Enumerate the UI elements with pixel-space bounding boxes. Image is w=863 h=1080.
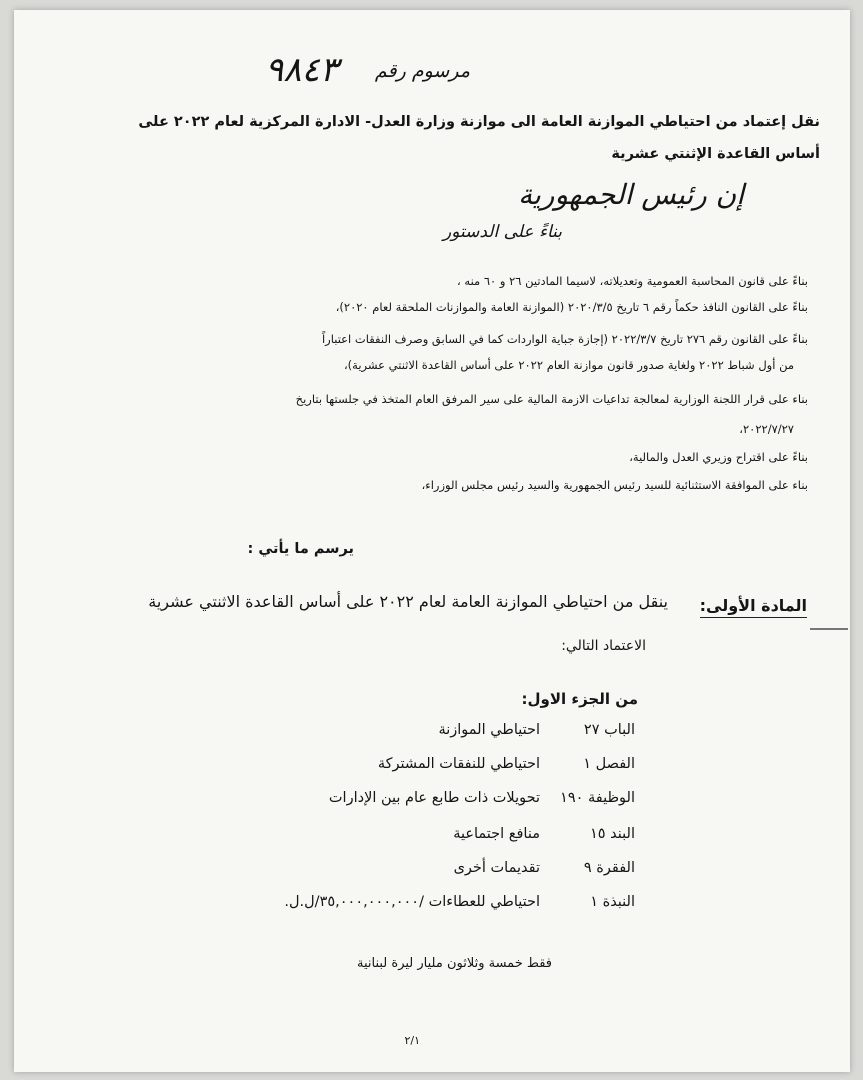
constitution-heading: بناءً على الدستور xyxy=(443,222,562,242)
recital-line: بناءً على القانون رقم ٢٧٦ تاريخ ٢٠٢٢/٣/٧ (إجازة جباية الواردات كما في السابق وصرف النفقات اعتباراً xyxy=(321,332,808,346)
decree-title-line-2: أساس القاعدة الإثنتي عشرية xyxy=(611,146,820,162)
part-heading: من الجزء الاول: xyxy=(521,690,638,708)
allocation-value-section: احتياطي للنفقات المشتركة xyxy=(377,756,540,772)
article-1-label: المادة الأولى: xyxy=(700,596,807,618)
recital-line: بناء على قرار اللجنة الوزارية لمعالجة تداعيات الازمة المالية على سير المرفق العام المتخذ في جلستها بتاريخ xyxy=(295,392,808,406)
allocation-value-paragraph: تقديمات أخرى xyxy=(453,860,540,876)
decree-label: مرسوم رقم xyxy=(374,60,470,82)
recital-line: بناءً على القانون النافذ حكماً رقم ٦ تاريخ ٢٠٢٠/٣/٥ (الموازنة العامة والموازنات الملحقة لعام ٢٠٢٠)، xyxy=(335,300,808,314)
decree-number: ٩٨٤٣ xyxy=(264,50,338,90)
recital-line: من أول شباط ٢٠٢٢ ولغاية صدور قانون موازنة العام ٢٠٢٢ على أساس القاعدة الاثنتي عشرية)، xyxy=(343,358,794,372)
recital-line: ٢٠٢٢/٧/٢٧، xyxy=(739,422,794,436)
allocation-label-paragraph: الفقرة ٩ xyxy=(583,860,635,876)
margin-line xyxy=(810,628,848,630)
allocation-value-item: منافع اجتماعية xyxy=(453,826,540,842)
document-page xyxy=(14,10,850,1072)
allocation-label-item: البند ١٥ xyxy=(590,826,635,842)
allocation-label-subparagraph: النبذة ١ xyxy=(590,894,635,910)
allocation-label-section: الفصل ١ xyxy=(583,756,635,772)
decree-title-line-1: نقل إعتماد من احتياطي الموازنة العامة الى موازنة وزارة العدل- الادارة المركزية لعام ٢٠٢٢ على xyxy=(138,114,820,130)
recital-line: بناءً على اقتراح وزيري العدل والمالية، xyxy=(629,450,808,464)
article-1-continuation: الاعتماد التالي: xyxy=(561,638,646,654)
allocation-value-function: تحويلات ذات طابع عام بين الإدارات xyxy=(328,790,540,806)
recital-line: بناءً على قانون المحاسبة العمومية وتعديلاته، لاسيما المادتين ٢٦ و ٦٠ منه ، xyxy=(457,274,808,288)
allocation-value-subparagraph: احتياطي للعطاءات /٣٥,٠٠٠,٠٠٠,٠٠٠/ل.ل. xyxy=(284,894,540,910)
president-heading: إن رئيس الجمهورية xyxy=(518,178,744,211)
article-1-text: ينقل من احتياطي الموازنة العامة لعام ٢٠٢٢ على أساس القاعدة الاثنتي عشرية xyxy=(148,592,668,611)
decrees-heading: يرسم ما يأتي : xyxy=(247,541,354,557)
allocation-value-chapter: احتياطي الموازنة xyxy=(438,722,540,738)
recital-line: بناء على الموافقة الاستثنائية للسيد رئيس الجمهورية والسيد رئيس مجلس الوزراء، xyxy=(421,478,808,492)
total-in-words: فقط خمسة وثلاثون مليار ليرة لبنانية xyxy=(356,956,552,971)
allocation-label-function: الوظيفة ١٩٠ xyxy=(560,790,635,806)
page-number: ٢/١ xyxy=(404,1034,420,1047)
allocation-label-chapter: الباب ٢٧ xyxy=(583,722,635,738)
